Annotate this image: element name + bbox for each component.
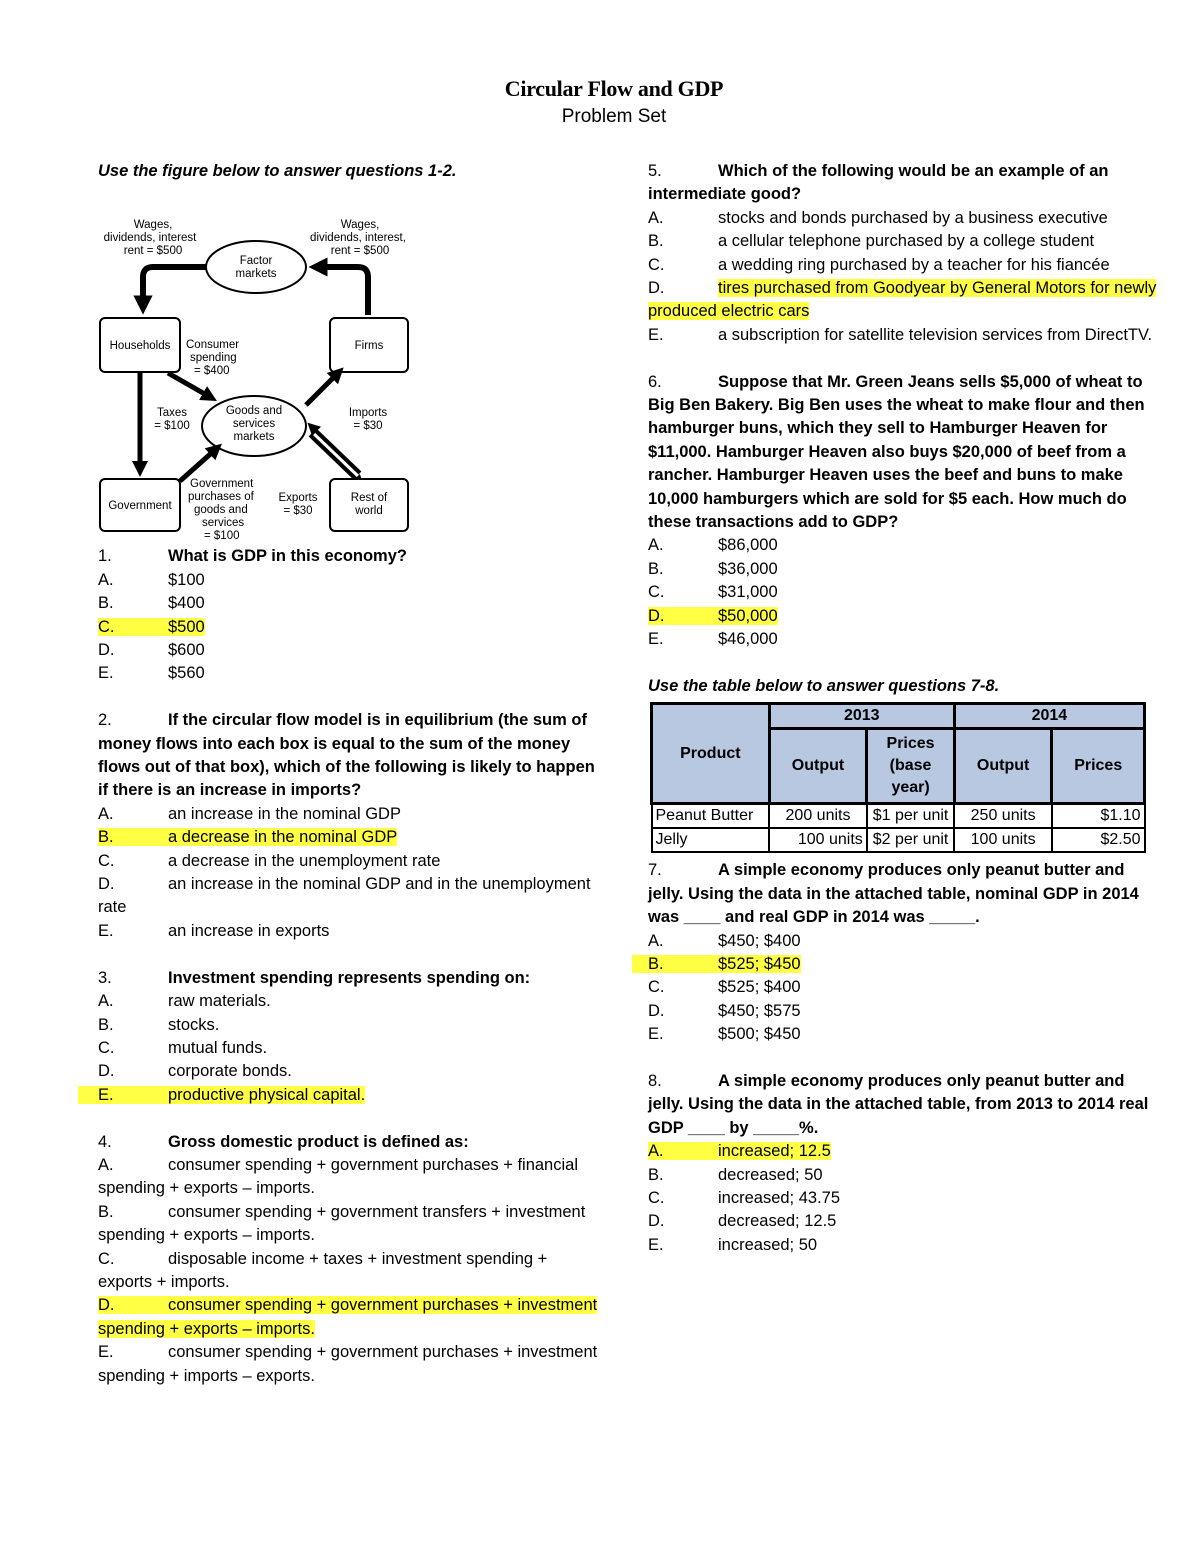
question-text: Suppose that Mr. Green Jeans sells $5,000 of wheat to Big Ben Bakery. Big Ben uses the wheat to make flour and then hamburger buns, which they sell to Hamburger Heaven for $11,000. Hamburger Heaven also buys $20,000 of beef from a rancher. Hamburger Heaven uses the beef and buns to make 10,000 hamburgers which are sold for $5 each. How much do these transactions add to GDP? [648,372,1145,532]
prices-2014-header: Prices [1052,729,1145,804]
rest-of-world-label-2: world [355,505,383,518]
wages-left-3: rent = $500 [123,245,183,258]
gov-purchases-1: Government [190,478,254,491]
table-row: Peanut Butter 200 units $1 per unit 250 units $1.10 [652,804,1145,829]
consumer-spending-3: = $400 [194,365,230,378]
goods-markets-label-2: services [232,418,276,431]
government-label: Government [108,500,172,513]
option: E. a subscription for satellite television services from DirectTV. [648,325,1153,344]
flow-goods-to-firms-arrow [306,373,338,405]
output-2013-header: Output [769,729,867,804]
question-text: Gross domestic product is defined as: [168,1132,469,1151]
imports-label-1: Imports [348,407,388,420]
households-label: Households [109,340,171,353]
question-text: Investment spending represents spending on: [168,968,531,987]
option-highlighted: E. productive physical capital. [98,1084,598,1107]
option: B. stocks. [98,1015,220,1034]
circular-flow-diagram [98,183,418,545]
flow-gov-purchases-arrow [180,449,216,481]
wages-left-2: dividends, interest [103,232,197,245]
question-7 [648,859,1158,929]
table-intro: Use the table below to answer questions 7-8. [648,676,1000,695]
option: D. corporate bonds. [98,1062,292,1081]
question-number: 8. [648,1071,662,1090]
gov-purchases-4: services [202,517,245,530]
option: E. an increase in exports [98,921,330,940]
taxes-label-2: = $100 [154,420,190,433]
question-text: If the circular flow model is in equilibrium (the sum of money flows into each box is equal to the sum of the money flows out of that box), which of the following is likely to happen if there is an increase in imports? [98,711,595,800]
option: A. $86,000 [648,536,778,555]
imports-label-2: = $30 [353,420,383,433]
option: B. decreased; 50 [648,1165,823,1184]
gov-purchases-5: = $100 [204,530,240,543]
option-highlighted: D. $50,000 [648,606,778,625]
option: D. an increase in the nominal GDP and in the unemployment rate [98,875,591,917]
gov-purchases-2: purchases of [188,491,254,504]
page-subtitle: Problem Set [561,106,667,127]
factor-markets-node [206,241,306,293]
question-number: 2. [98,711,112,730]
gov-purchases-3: goods and [194,504,248,517]
option: E. $500; $450 [648,1025,801,1044]
wages-right-2: dividends, interest, [310,232,406,245]
flow-firms-to-factor-arrow [318,267,368,315]
option: B. $400 [98,594,205,613]
consumer-spending-1: Consumer [186,339,240,352]
option: C. mutual funds. [98,1038,268,1057]
exports-label-2: = $30 [283,505,313,518]
option: A. raw materials. [98,992,271,1011]
option: E. increased; 50 [648,1235,818,1254]
wages-right-1: Wages, [340,219,380,232]
option: B. consumer spending + government transfers + investment spending + exports – imports. [98,1202,586,1245]
question-4 [98,1131,598,1154]
option-highlighted: C. $500 [98,617,205,636]
option: A. consumer spending + government purchases + financial spending + exports – imports. [98,1155,578,1198]
option: A. $100 [98,570,205,589]
wages-left-1: Wages, [133,219,173,232]
option: C. increased; 43.75 [648,1188,841,1207]
exports-label-1: Exports [278,492,318,505]
option: A. stocks and bonds purchased by a business executive [648,208,1108,227]
flow-factor-to-households-arrow [143,267,206,305]
figure-intro: Use the figure below to answer questions 1-2. [98,162,457,180]
consumer-spending-2: spending [190,352,237,365]
option: C. a wedding ring purchased by a teacher for his fiancée [648,255,1110,274]
option-highlighted: B. a decrease in the nominal GDP [98,828,398,847]
question-number: 1. [98,547,112,566]
question-text: Which of the following would be an example of an intermediate good? [648,162,1109,204]
wages-right-3: rent = $500 [330,245,390,258]
flow-exports-arrow [312,427,360,473]
question-text: A simple economy produces only peanut butter and jelly. Using the data in the attached table, nominal GDP in 2014 was ____ and real GDP in 2014 was _____. [648,861,1139,927]
question-text: A simple economy produces only peanut butter and jelly. Using the data in the attached table, from 2013 to 2014 real GDP ____ by _____%. [648,1071,1149,1137]
production-table [650,702,1146,853]
output-2014-header: Output [954,729,1052,804]
question-number: 4. [98,1132,112,1151]
option-highlighted: D. tires purchased from Goodyear by General Motors for newly produced electric cars [648,279,1157,321]
option: C. disposable income + taxes + investment spending + exports + imports. [98,1249,548,1291]
firms-label: Firms [354,340,384,353]
option: D. decreased; 12.5 [648,1212,837,1231]
left-column [98,160,598,1388]
option-highlighted: B. $525; $450 [648,953,1158,976]
option: B. $36,000 [648,559,778,578]
question-number: 5. [648,162,662,180]
question-6 [648,371,1158,535]
option-highlighted: D. consumer spending + government purchases + investment spending + exports – imports. [98,1296,598,1338]
option: C. $525; $400 [648,978,801,997]
rest-of-world-label-1: Rest of [350,492,388,505]
question-number: 6. [648,372,662,391]
year-2014-header: 2014 [954,704,1144,729]
question-5 [648,160,1158,207]
product-header: Product [652,704,770,804]
option-highlighted: A. increased; 12.5 [648,1142,831,1161]
taxes-label-1: Taxes [156,407,188,420]
prices-base-header: Prices (base year) [867,729,955,804]
option: E. consumer spending + government purchases + investment spending + imports – exports. [98,1343,598,1385]
question-1 [98,545,598,568]
option: A. $450; $400 [648,931,801,950]
option: D. $600 [98,641,205,660]
goods-markets-label-1: Goods and [225,405,283,418]
question-text: What is GDP in this economy? [168,547,407,566]
factor-markets-label-2: markets [235,268,277,281]
year-2013-header: 2013 [769,704,954,729]
question-8 [648,1070,1158,1140]
table-row: Jelly 100 units $2 per unit 100 units $2.50 [652,828,1145,852]
option: E. $560 [98,664,205,683]
option: C. $31,000 [648,583,778,602]
option: C. a decrease in the unemployment rate [98,851,441,870]
option: D. $450; $575 [648,1001,801,1020]
page-title: Circular Flow and GDP [504,76,724,101]
question-number: 7. [648,861,662,880]
right-column [648,160,1158,1257]
goods-markets-label-3: markets [233,431,275,444]
option: B. a cellular telephone purchased by a college student [648,232,1095,251]
flow-imports-arrow [310,435,360,483]
question-3 [98,967,598,990]
question-2 [98,709,598,803]
option: A. an increase in the nominal GDP [98,804,401,823]
question-number: 3. [98,968,112,987]
factor-markets-label-1: Factor [239,255,273,268]
option: E. $46,000 [648,630,778,649]
